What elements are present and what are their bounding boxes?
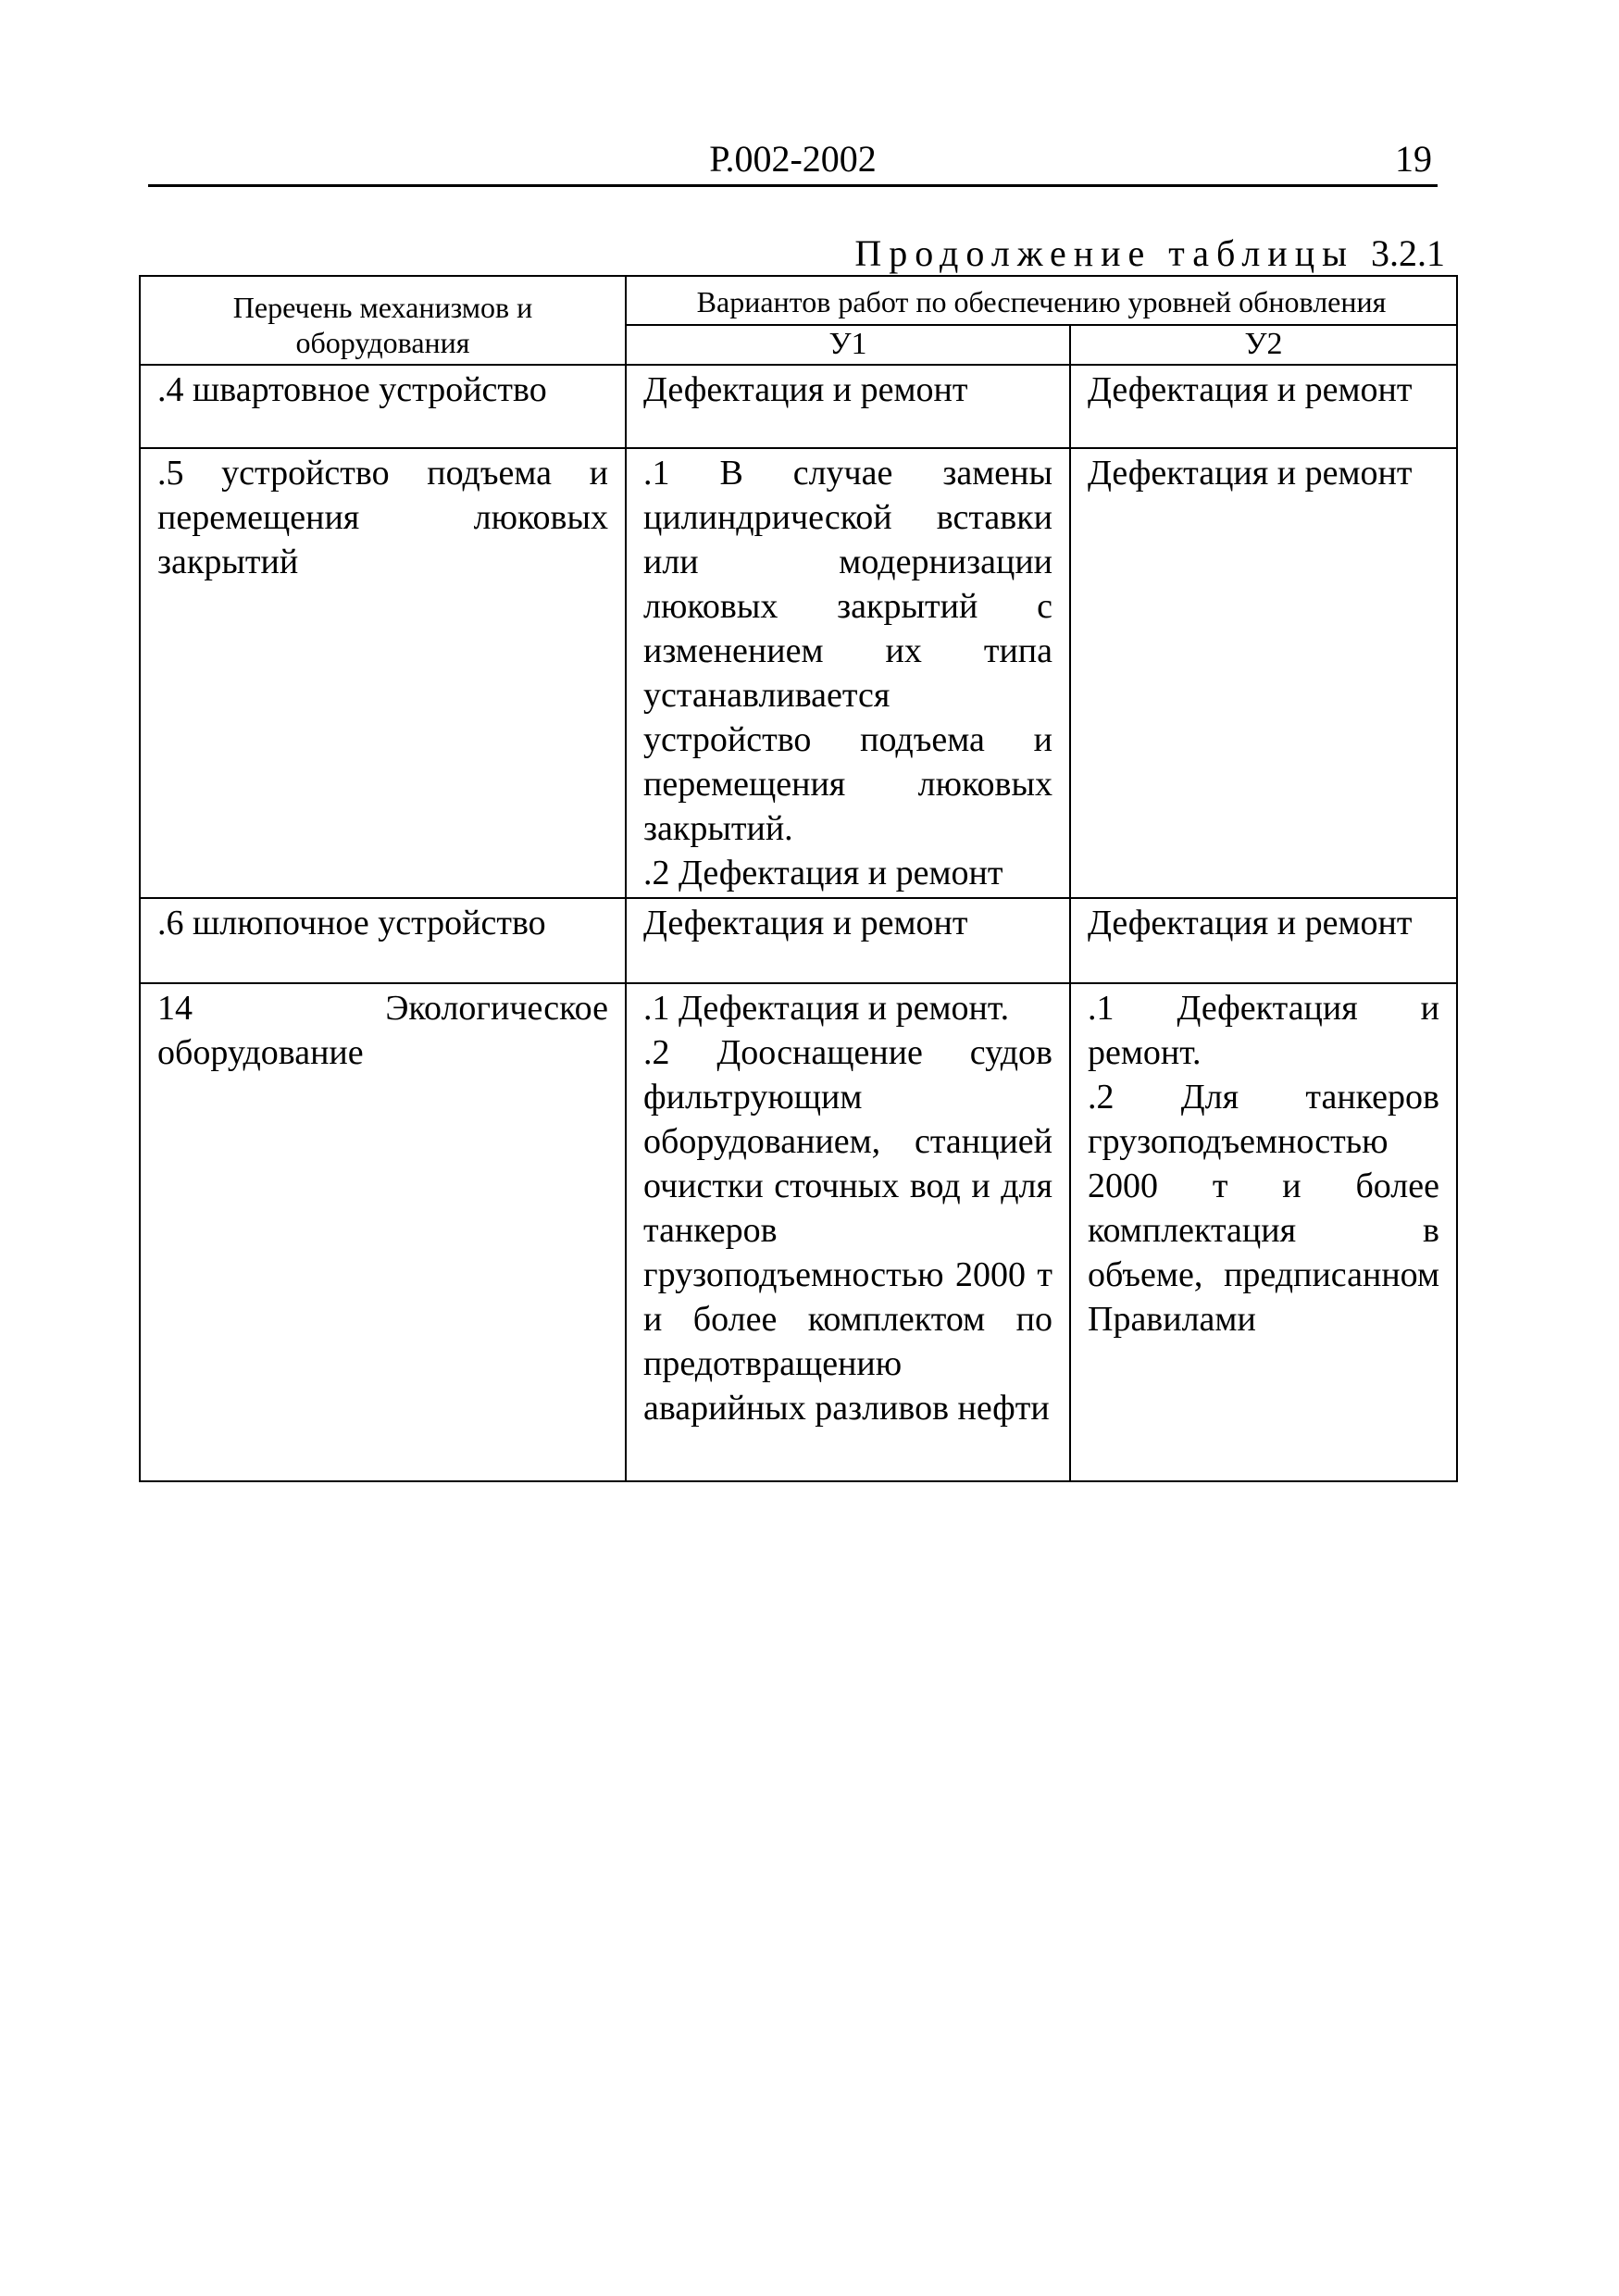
- item-cell: [140, 983, 626, 1481]
- u1-cell: [626, 365, 1070, 448]
- u2-cell: [1070, 365, 1457, 448]
- u2-text: Дефектация и ремонт: [1088, 904, 1413, 942]
- works-table: [139, 275, 1458, 1482]
- header-variants: Вариантов работ по обеспечению уровней обновления: [626, 276, 1457, 325]
- u1-cell: [626, 898, 1070, 983]
- page-header: [148, 139, 1438, 187]
- page-number: 19: [1395, 138, 1432, 180]
- header-u2: У2: [1070, 325, 1457, 365]
- u1-text: .2 Дооснащение судов фильтрующим оборудованием, станцией очистки сточных вод и для танкеров грузоподъемностью 2000 т и более комплектом по предотвращению аварийных разливов нефти: [643, 1033, 1052, 1428]
- u2-cell: [1070, 983, 1457, 1481]
- document-code: Р.002-2002: [709, 138, 877, 180]
- table-continuation-caption: [854, 233, 1445, 274]
- continuation-label: Продолжение таблицы: [854, 232, 1354, 274]
- u2-cell: [1070, 448, 1457, 898]
- u1-text: .1 В случае замены цилиндрической вставки или модернизации люковых закрытий с изменением их типа устанавливается устройство подъема и перемещения люковых закрытий.: [643, 454, 1052, 848]
- u1-text: Дефектация и ремонт: [643, 370, 968, 409]
- u1-text: .1 Дефектация и ремонт.: [643, 989, 1010, 1028]
- u2-text: Дефектация и ремонт: [1088, 370, 1413, 409]
- header-mechanisms: Перечень механизмов и оборудования: [140, 276, 626, 365]
- item-text: .6 шлюпочное устройство: [157, 904, 546, 942]
- item-cell: [140, 365, 626, 448]
- table-row: [140, 898, 1457, 983]
- u2-cell: [1070, 898, 1457, 983]
- header-rule: [148, 184, 1438, 187]
- table-row: [140, 365, 1457, 448]
- item-cell: [140, 448, 626, 898]
- u2-text: Дефектация и ремонт: [1088, 454, 1413, 493]
- item-text: .5 устройство подъема и перемещения люковых закрытий: [157, 454, 608, 581]
- u1-text: .2 Дефектация и ремонт: [643, 854, 1003, 892]
- table-row: [140, 448, 1457, 898]
- header-u1: У1: [626, 325, 1070, 365]
- item-text: 14 Экологическое оборудование: [157, 989, 608, 1072]
- item-text: .4 швартовное устройство: [157, 370, 547, 409]
- u1-cell: [626, 448, 1070, 898]
- item-cell: [140, 898, 626, 983]
- u1-text: Дефектация и ремонт: [643, 904, 968, 942]
- u2-text: .2 Для танкеров грузоподъемностью 2000 т и более комплектация в объеме, предписанном Правилами: [1088, 1078, 1439, 1339]
- u2-text: .1 Дефектация и ремонт.: [1088, 989, 1439, 1072]
- u1-cell: [626, 983, 1070, 1481]
- table-row: [140, 983, 1457, 1481]
- table-number: 3.2.1: [1371, 232, 1445, 274]
